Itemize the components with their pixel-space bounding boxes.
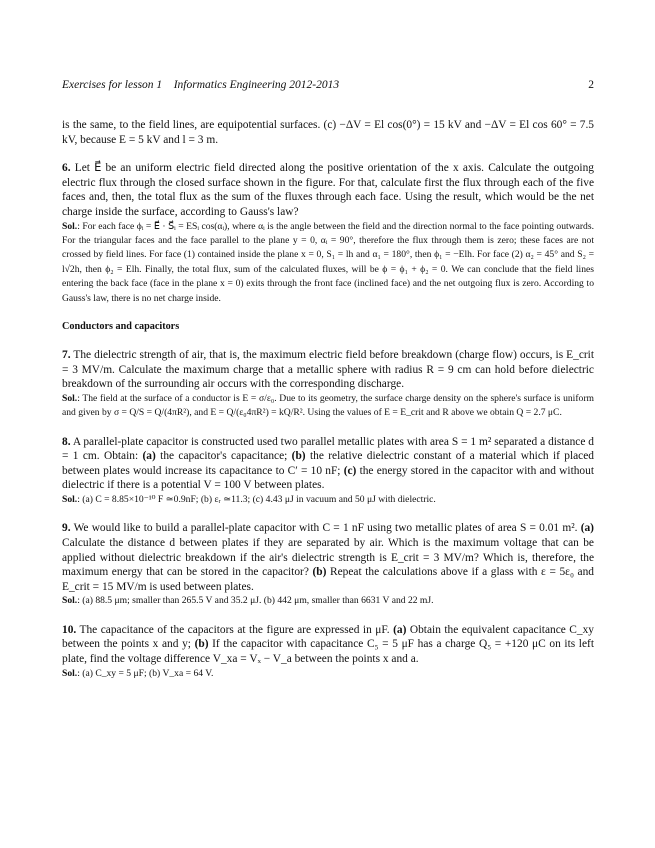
exercise-intro: The capacitance of the capacitors at the figure are expressed in μF. <box>79 623 394 636</box>
part-b-label: (b) <box>312 566 327 579</box>
page-body <box>62 118 594 681</box>
part-a-text: Obtain the equivalent capacitance C_xy between the points x and y; <box>62 623 594 651</box>
exercise-number: 6. <box>62 162 71 175</box>
part-a-label: (a) <box>580 522 594 535</box>
solution-label: Sol. <box>62 392 78 404</box>
continuation-text: is the same, to the field lines, are equipotential surfaces. (c) −ΔV = El cos(0°) = 15 kV and −ΔV = El cos 60° = 7.5 kV, because E = 5 kV and l = 3 m. <box>62 119 594 146</box>
solution-6 <box>62 220 594 306</box>
part-b-label: (b) <box>291 450 306 463</box>
exercise-intro: A parallel-plate capacitor is constructed used two parallel metallic plates with area S = 1 m² separated a distance d = 1 cm. Obtain: <box>62 435 594 463</box>
part-a-text: Calculate the distance d between plates if they are separated by air. Which is the maximum voltage that can be applied without dielectric breakdown if the air's dielectric strength is E_crit = 3 MV/m? Which is, therefore, the maximum energy that can be stored in the capacitor? <box>62 536 594 579</box>
solution-text: : The field at the surface of a conductor is E = σ/ε₀. Due to its geometry, the surface charge density on the sphere's surface is uniform and given by σ = Q/S = Q/(4πR²), and E = Q/(ε₀4πR²) = kQ/R². Using the values of E = E_crit and R above we obtain Q = 2.7 μC. <box>62 392 594 419</box>
exercise-8 <box>62 435 594 493</box>
section-heading: Conductors and capacitors <box>62 321 180 332</box>
part-a-label: (a) <box>393 623 407 636</box>
program-title: Informatics Engineering 2012-2013 <box>173 79 340 91</box>
page-number: 2 <box>588 79 594 91</box>
exercise-text: The dielectric strength of air, that is, the maximum electric field before breakdown (charge flow) occurs, is E_crit = 3 MV/m. Calculate the maximum charge that a metallic sphere with radius R = 9 cm can hold before dielectric breakdown of the surrounding air occurs with the corresponding discharge. <box>62 349 594 391</box>
part-c-label: (c) <box>343 464 357 477</box>
solution-8 <box>62 493 594 507</box>
exercise-intro: We would like to build a parallel-plate capacitor with C = 1 nF using two metallic plates of area S = 0.01 m². <box>73 522 581 535</box>
course-title: Exercises for lesson 1 <box>62 79 163 91</box>
solution-label: Sol. <box>62 595 78 607</box>
exercise-9 <box>62 521 594 594</box>
exercise-number: 9. <box>62 522 71 535</box>
exercise-number: 8. <box>62 435 71 448</box>
exercise-7 <box>62 348 594 392</box>
page-header <box>62 79 594 91</box>
part-a-label: (a) <box>142 450 156 463</box>
solution-text: : For each face ϕᵢ = E⃗ · S⃗ᵢ = ESᵢ cos(αᵢ), where αᵢ is the angle between the field and the direction normal to the face pointing outwards. For the triangular faces and the face parallel to the plane y = 0, αᵢ = 90°, therefore the flux through them is zero; these faces are not crossed by field lines. For face (1) contained inside the plane x = 0, S₁ = lh and α₁ = 180°, then ϕ₁ = −Elh. For face (2) α₂ = 45° and S₂ = l√2h, then ϕ₂ = Elh. Finally, the total flux, sum of the calculated fluxes, will be ϕ = ϕ₁ + ϕ₂ = 0. We can conclude that the field lines entering the back face (face in the plane x = 0) exits through the front face (inclined face) and the net outgoing flux is zero. According to Gauss's law, there is no net charge inside. <box>62 220 594 304</box>
exercise-text: Let E⃗ be an uniform electric field directed along the positive orientation of the x axis. Calculate the outgoing electric flux through the closed surface shown in the figure. For that, calculate first the flux through each of the five faces and, then, the total flux as the sum of the fluxes through each face. Using the result, which would be the net charge inside the surface, according to Gauss's law? <box>62 162 594 218</box>
solution-label: Sol. <box>62 667 78 679</box>
solution-9 <box>62 594 594 608</box>
part-c-text: the energy stored in the capacitor with and without dielectric if there is a potential V = 100 V between plates. <box>62 464 594 492</box>
part-b-text: If the capacitor with capacitance C₅ = 5 μF has a charge Q₅ = +120 μC on its left plate, find the voltage difference V_xa = Vₓ − V_a between the points x and a. <box>62 638 594 665</box>
part-b-label: (b) <box>194 638 209 651</box>
exercise-number: 7. <box>62 349 71 361</box>
solution-text: : (a) C = 8.85×10⁻¹⁰ F ≃0.9nF; (b) εᵣ ≃11.3; (c) 4.43 μJ in vacuum and 50 μJ with dielectric. <box>77 493 436 505</box>
solution-label: Sol. <box>62 220 78 232</box>
solution-text: : (a) C_xy = 5 μF; (b) V_xa = 64 V. <box>77 667 214 679</box>
part-b-text: the relative dielectric constant of a material which if placed between plates would increase its capacitance to C′ = 10 nF; <box>62 450 594 477</box>
exercise-6 <box>62 161 594 219</box>
solution-label: Sol. <box>62 493 78 505</box>
solution-text: : (a) 88.5 μm; smaller than 265.5 V and 35.2 μJ. (b) 442 μm, smaller than 6631 V and 22 mJ. <box>77 595 434 607</box>
exercise-10 <box>62 623 594 667</box>
solution-7 <box>62 392 594 421</box>
part-a-text: the capacitor's capacitance; <box>155 450 292 463</box>
part-b-text: Repeat the calculations above if a glass with ε = 5ε₀ and E_crit = 15 MV/m is used between plates. <box>62 566 594 593</box>
solution-10 <box>62 667 594 681</box>
exercise-number: 10. <box>62 623 77 636</box>
